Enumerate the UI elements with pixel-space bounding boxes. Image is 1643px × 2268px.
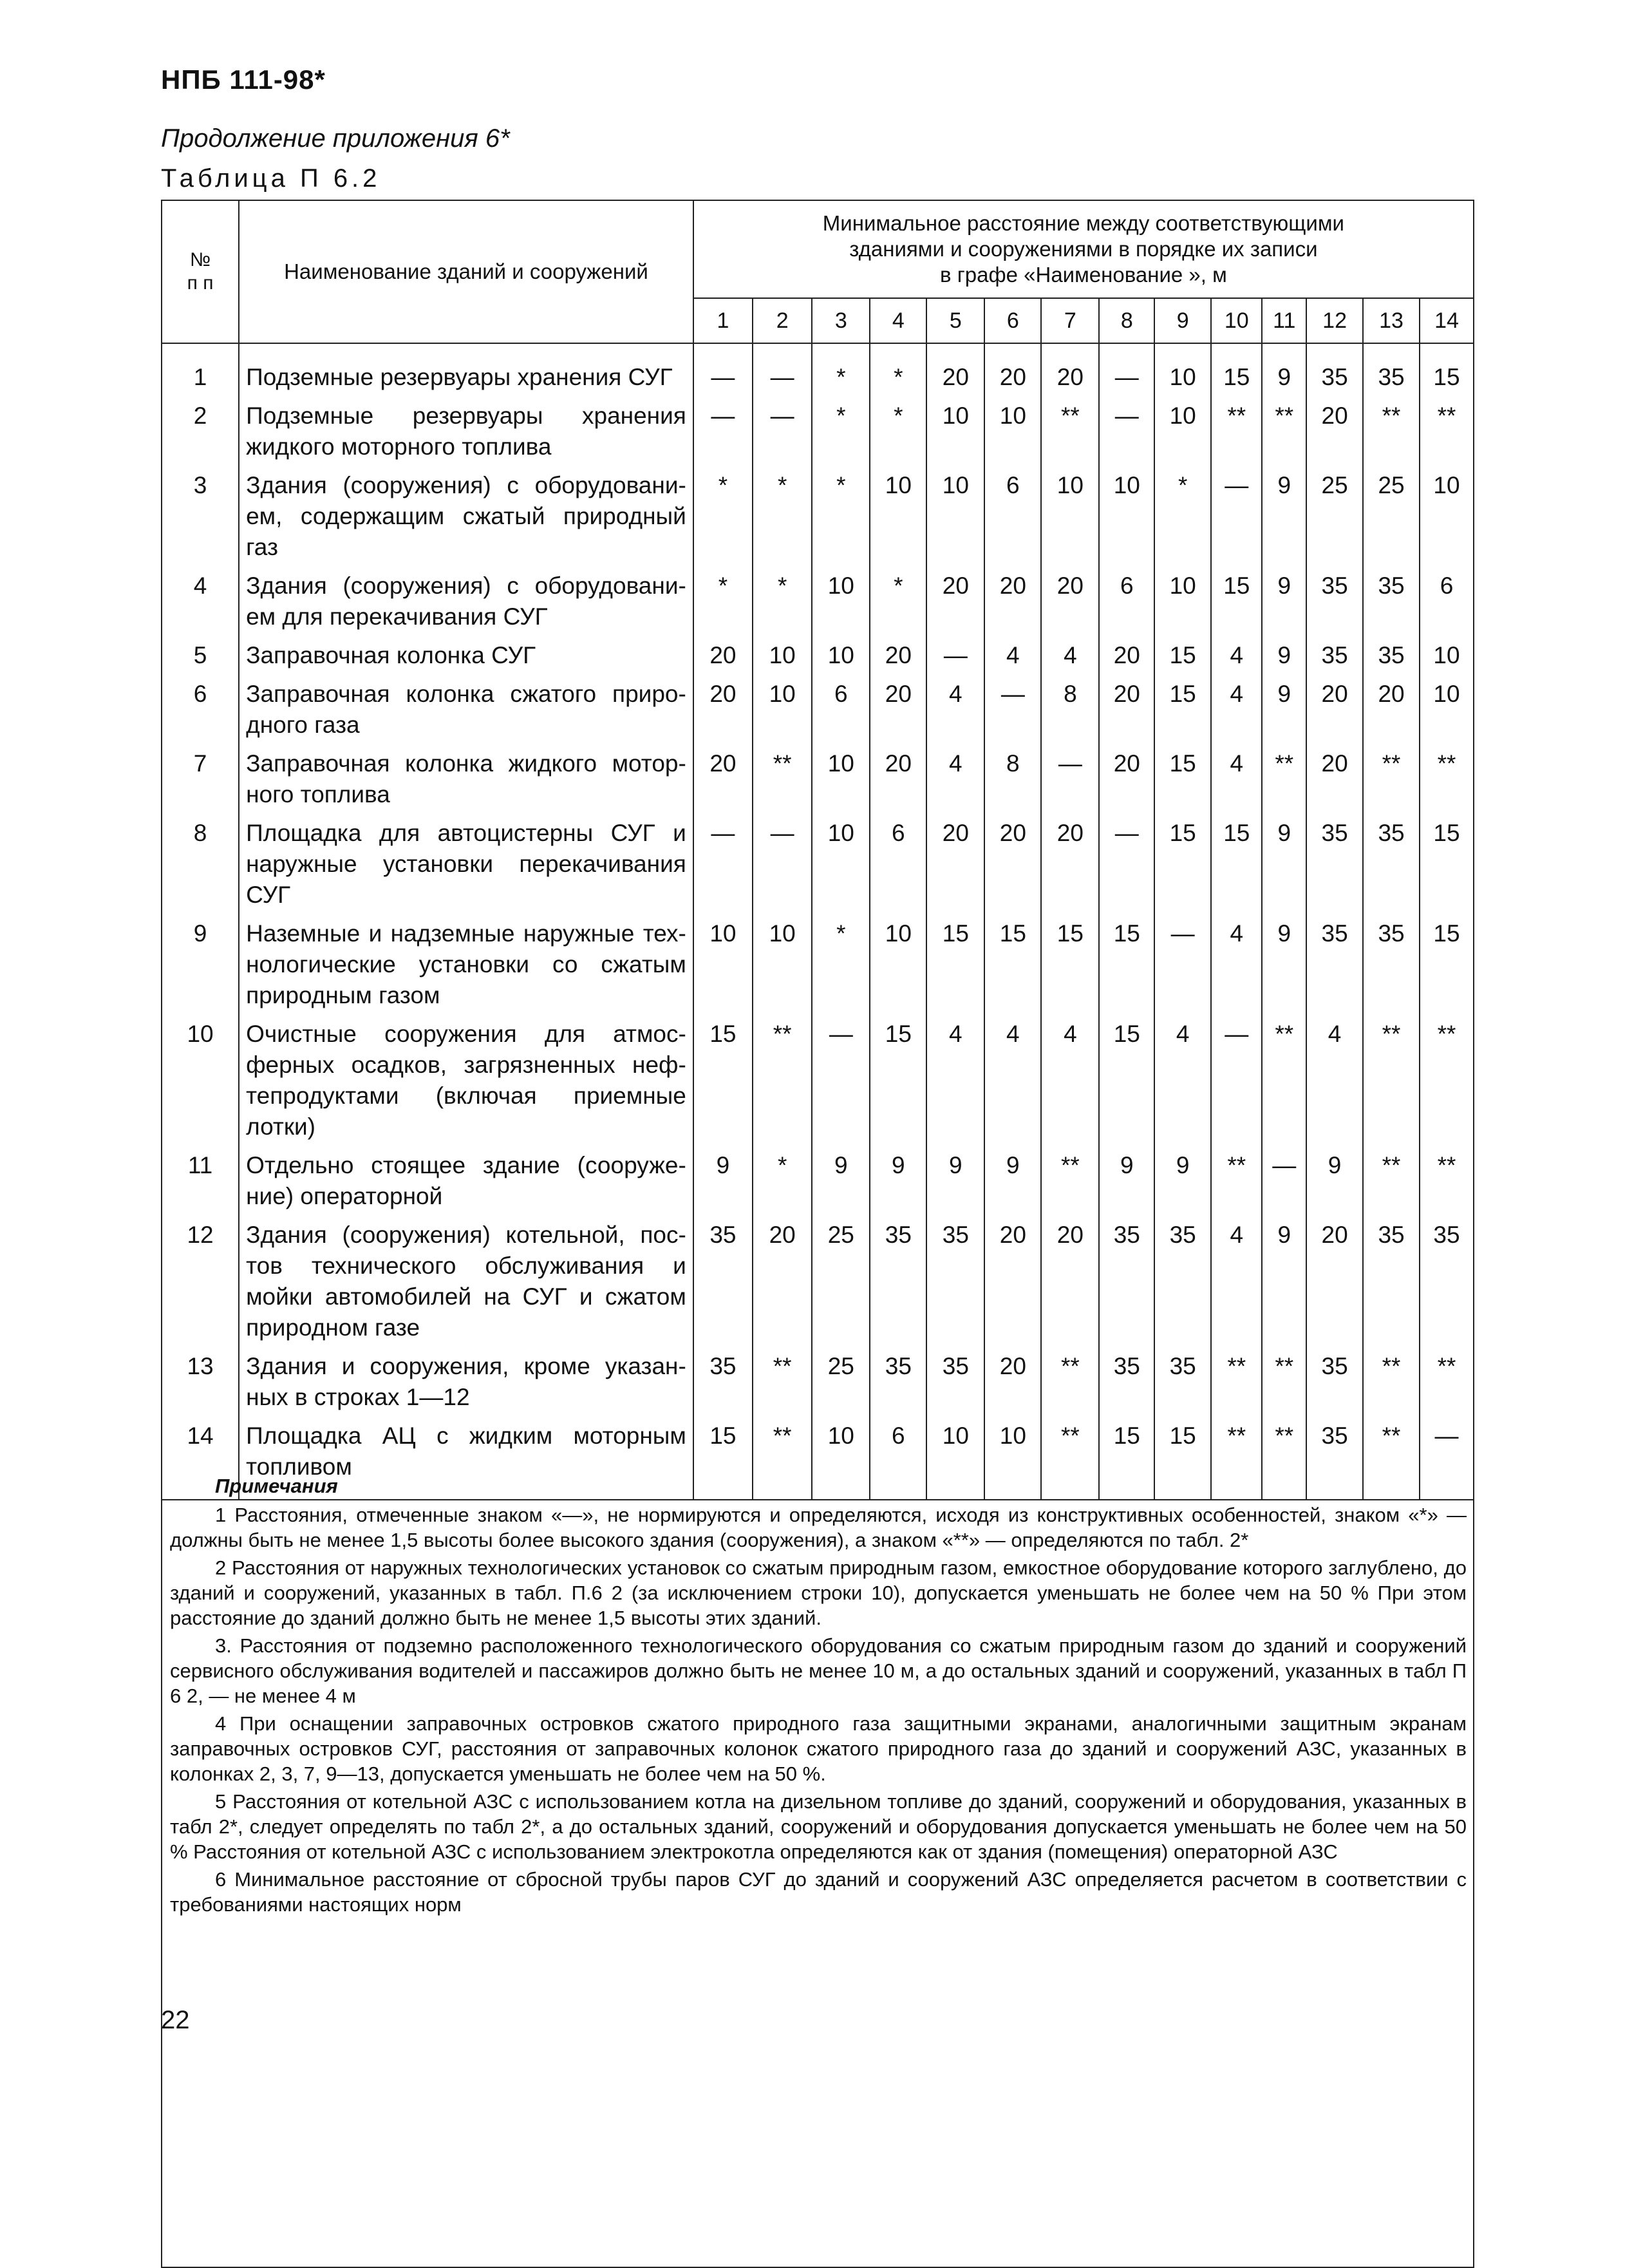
distance-value: 10 bbox=[926, 395, 984, 465]
distance-value: 9 bbox=[693, 1145, 753, 1214]
distance-value: 35 bbox=[1363, 913, 1420, 1014]
col-number-header-line: № bbox=[189, 249, 211, 270]
page-number: 22 bbox=[161, 2006, 190, 2034]
distance-value: 15 bbox=[1099, 1415, 1154, 1500]
distance-value: — bbox=[753, 395, 812, 465]
distance-value: 15 bbox=[693, 1014, 753, 1145]
distance-value: ** bbox=[1420, 1145, 1474, 1214]
note-item: 5 Расстояния от котельной АЗС с использованием котла на дизельном топливе до зданий, сооружений и оборудования, указанных в табл 2*, следует определять по табл 2*, а до остальных зданий, сооружений и оборудования допускается уменьшать не более чем на 50 % Расстояния от котельной АЗС с использованием электрокотла определяются как от здания (помещения) операторной АЗС bbox=[170, 1790, 1467, 1863]
distance-value: 35 bbox=[1099, 1346, 1154, 1415]
distance-value: ** bbox=[1420, 743, 1474, 813]
distance-value: ** bbox=[1420, 1346, 1474, 1415]
distance-value: 20 bbox=[1363, 674, 1420, 743]
distance-value: 25 bbox=[812, 1346, 870, 1415]
distance-value: 10 bbox=[984, 395, 1041, 465]
distance-value: 20 bbox=[926, 813, 984, 913]
distance-value: 25 bbox=[1306, 465, 1363, 565]
distance-value: ** bbox=[1262, 395, 1306, 465]
column-number: 3 bbox=[812, 298, 870, 343]
table-row bbox=[162, 1145, 1474, 1214]
distance-value: ** bbox=[1363, 1014, 1420, 1145]
distance-value: 15 bbox=[1211, 343, 1262, 395]
distance-value: 4 bbox=[1211, 743, 1262, 813]
distance-value: 15 bbox=[1420, 813, 1474, 913]
distance-value: 25 bbox=[1363, 465, 1420, 565]
distance-value: 10 bbox=[1154, 565, 1211, 635]
distance-value: 9 bbox=[1262, 913, 1306, 1014]
distance-header-line: в графе «Наименование », м bbox=[940, 263, 1227, 287]
distance-value: 10 bbox=[870, 465, 926, 565]
distance-value: ** bbox=[753, 1415, 812, 1500]
notes-title: Примечания bbox=[215, 1475, 338, 1497]
distance-value: ** bbox=[1041, 1346, 1099, 1415]
column-number: 6 bbox=[984, 298, 1041, 343]
distance-value: 35 bbox=[1099, 1214, 1154, 1346]
row-name: Здания (сооружения) котельной, пос-тов технического обслуживания и мойки автомобилей на СУГ и сжатом природном газе bbox=[239, 1214, 693, 1346]
distance-value: 20 bbox=[693, 743, 753, 813]
distance-value: 20 bbox=[1306, 674, 1363, 743]
appendix-continuation: Продолжение приложения 6* bbox=[161, 124, 510, 153]
distance-value: 20 bbox=[870, 743, 926, 813]
distance-value: 15 bbox=[984, 913, 1041, 1014]
distance-value: 4 bbox=[1211, 913, 1262, 1014]
distance-value: 10 bbox=[753, 635, 812, 674]
note-item: 1 Расстояния, отмеченные знаком «—», не нормируются и определяются, исходя из конструктивных особенностей, знаком «*» — должны быть не менее 1,5 высоты более высокого здания (сооружения), а знаком «**» — определяются по табл. 2* bbox=[170, 1504, 1467, 1551]
distance-value: 4 bbox=[1041, 1014, 1099, 1145]
distance-value: * bbox=[870, 565, 926, 635]
table-row bbox=[162, 1014, 1474, 1145]
row-name: Здания и сооружения, кроме указан-ных в строках 1—12 bbox=[239, 1346, 693, 1415]
distance-value: — bbox=[1211, 1014, 1262, 1145]
distance-value: 20 bbox=[1099, 635, 1154, 674]
note-item: 6 Минимальное расстояние от сбросной трубы паров СУГ до зданий и сооружений АЗС определяется расчетом в соответствии с требованиями настоящих норм bbox=[170, 1868, 1467, 1916]
distance-value: 6 bbox=[870, 813, 926, 913]
distance-value: 20 bbox=[693, 674, 753, 743]
distance-value: * bbox=[753, 465, 812, 565]
col-number-header-line: п п bbox=[187, 272, 214, 294]
document-code: НПБ 111-98* bbox=[161, 64, 326, 95]
distance-value: 10 bbox=[870, 913, 926, 1014]
distance-value: 35 bbox=[926, 1346, 984, 1415]
distance-value: * bbox=[812, 465, 870, 565]
distance-value: 35 bbox=[1363, 813, 1420, 913]
distance-value: 10 bbox=[812, 1415, 870, 1500]
table-caption: Таблица П 6.2 bbox=[161, 164, 381, 193]
distance-value: 4 bbox=[1211, 1214, 1262, 1346]
distance-value: 9 bbox=[812, 1145, 870, 1214]
distance-value: ** bbox=[1363, 1145, 1420, 1214]
col-number-header bbox=[162, 200, 239, 343]
distance-value: ** bbox=[1262, 1415, 1306, 1500]
distance-value: ** bbox=[1363, 743, 1420, 813]
distance-value: 35 bbox=[1363, 635, 1420, 674]
row-number: 14 bbox=[162, 1415, 239, 1500]
distance-value: 20 bbox=[1041, 813, 1099, 913]
distance-value: 35 bbox=[1154, 1346, 1211, 1415]
table-row bbox=[162, 743, 1474, 813]
distance-value: 6 bbox=[1099, 565, 1154, 635]
distance-value: 35 bbox=[693, 1214, 753, 1346]
distance-value: 6 bbox=[984, 465, 1041, 565]
distance-value: ** bbox=[1041, 1145, 1099, 1214]
distance-value: — bbox=[1211, 465, 1262, 565]
distance-value: 10 bbox=[812, 635, 870, 674]
table-row bbox=[162, 813, 1474, 913]
distance-value: 35 bbox=[1306, 1346, 1363, 1415]
distance-value: — bbox=[926, 635, 984, 674]
distance-value: 20 bbox=[984, 343, 1041, 395]
distance-value: 10 bbox=[693, 913, 753, 1014]
distance-value: * bbox=[693, 465, 753, 565]
distance-value: 15 bbox=[1154, 743, 1211, 813]
distance-header-line: Минимальное расстояние между соответствующими bbox=[822, 211, 1344, 235]
distance-value: 20 bbox=[1306, 743, 1363, 813]
table-row bbox=[162, 913, 1474, 1014]
distance-value: * bbox=[870, 395, 926, 465]
column-number: 10 bbox=[1211, 298, 1262, 343]
distance-value: — bbox=[753, 343, 812, 395]
distance-value: 15 bbox=[870, 1014, 926, 1145]
distance-value: ** bbox=[1041, 1415, 1099, 1500]
distance-value: — bbox=[1154, 913, 1211, 1014]
distance-value: ** bbox=[1262, 743, 1306, 813]
table-row bbox=[162, 395, 1474, 465]
distance-value: 20 bbox=[1041, 343, 1099, 395]
row-name: Подземные резервуары хранения СУГ bbox=[239, 343, 693, 395]
distance-value: 35 bbox=[1363, 565, 1420, 635]
table-header-row bbox=[162, 200, 1474, 298]
distance-value: — bbox=[693, 395, 753, 465]
distance-value: 10 bbox=[753, 674, 812, 743]
table-row bbox=[162, 465, 1474, 565]
distance-value: 6 bbox=[1420, 565, 1474, 635]
distance-value: ** bbox=[1363, 395, 1420, 465]
distance-value: ** bbox=[1420, 395, 1474, 465]
distance-value: 4 bbox=[1306, 1014, 1363, 1145]
distance-value: 15 bbox=[1154, 1415, 1211, 1500]
distance-value: 20 bbox=[984, 813, 1041, 913]
distance-value: 20 bbox=[1041, 1214, 1099, 1346]
distance-value: 9 bbox=[870, 1145, 926, 1214]
distance-value: ** bbox=[753, 743, 812, 813]
distance-value: * bbox=[870, 343, 926, 395]
note-item: 2 Расстояния от наружных технологических установок со сжатым природным газом, емкостное оборудование которого заглублено, до зданий и сооружений, указанных в табл. П.6 2 (за исключением строки 10), допускается уменьшать не более чем на 50 % При этом расстояние до зданий должно быть не менее 1,5 высоты этих зданий. bbox=[170, 1556, 1467, 1629]
distance-value: 20 bbox=[1306, 395, 1363, 465]
distance-value: 15 bbox=[1420, 913, 1474, 1014]
distance-value: — bbox=[812, 1014, 870, 1145]
distance-value: 9 bbox=[984, 1145, 1041, 1214]
column-number: 11 bbox=[1262, 298, 1306, 343]
distance-value: 20 bbox=[693, 635, 753, 674]
distance-value: 35 bbox=[870, 1346, 926, 1415]
distance-value: 9 bbox=[1099, 1145, 1154, 1214]
row-number: 10 bbox=[162, 1014, 239, 1145]
distance-value: 15 bbox=[1420, 343, 1474, 395]
distance-value: 9 bbox=[1262, 813, 1306, 913]
distance-value: — bbox=[1041, 743, 1099, 813]
distance-value: 15 bbox=[1099, 913, 1154, 1014]
distance-value: 35 bbox=[926, 1214, 984, 1346]
distance-value: 10 bbox=[1420, 674, 1474, 743]
row-name: Отдельно стоящее здание (сооруже-ние) операторной bbox=[239, 1145, 693, 1214]
distance-value: 15 bbox=[1041, 913, 1099, 1014]
distance-value: — bbox=[1099, 813, 1154, 913]
table-body bbox=[162, 343, 1474, 1500]
distance-value: 6 bbox=[812, 674, 870, 743]
table-row bbox=[162, 343, 1474, 395]
distance-value: 9 bbox=[1262, 1214, 1306, 1346]
distance-value: 4 bbox=[1154, 1014, 1211, 1145]
distance-value: 10 bbox=[926, 465, 984, 565]
column-number: 14 bbox=[1420, 298, 1474, 343]
row-name: Очистные сооружения для атмос-ферных осадков, загрязненных неф-тепродуктами (включая приемные лотки) bbox=[239, 1014, 693, 1145]
row-number: 4 bbox=[162, 565, 239, 635]
distance-value: 10 bbox=[753, 913, 812, 1014]
table-row bbox=[162, 1214, 1474, 1346]
distance-value: 10 bbox=[812, 743, 870, 813]
distance-value: 10 bbox=[1154, 343, 1211, 395]
distance-value: 10 bbox=[1420, 465, 1474, 565]
row-name: Площадка для автоцистерны СУГ и наружные установки перекачивания СУГ bbox=[239, 813, 693, 913]
column-number: 4 bbox=[870, 298, 926, 343]
distance-value: 35 bbox=[1363, 1214, 1420, 1346]
row-name: Заправочная колонка жидкого мотор-ного топлива bbox=[239, 743, 693, 813]
row-number: 8 bbox=[162, 813, 239, 913]
column-number: 12 bbox=[1306, 298, 1363, 343]
distance-value: 35 bbox=[1306, 565, 1363, 635]
row-number: 12 bbox=[162, 1214, 239, 1346]
distance-value: 10 bbox=[984, 1415, 1041, 1500]
distance-value: 10 bbox=[1099, 465, 1154, 565]
distance-value: ** bbox=[753, 1014, 812, 1145]
distance-value: 20 bbox=[926, 565, 984, 635]
distance-value: 20 bbox=[870, 674, 926, 743]
distance-value: ** bbox=[1420, 1014, 1474, 1145]
distance-value: 35 bbox=[693, 1346, 753, 1415]
row-number: 9 bbox=[162, 913, 239, 1014]
distance-value: 15 bbox=[1211, 565, 1262, 635]
distance-value: * bbox=[1154, 465, 1211, 565]
distance-value: 10 bbox=[1041, 465, 1099, 565]
distance-value: 9 bbox=[1262, 635, 1306, 674]
distance-value: ** bbox=[1041, 395, 1099, 465]
distance-value: 10 bbox=[1420, 635, 1474, 674]
distance-value: 35 bbox=[1306, 813, 1363, 913]
distance-value: 15 bbox=[1211, 813, 1262, 913]
row-number: 7 bbox=[162, 743, 239, 813]
distance-value: 8 bbox=[1041, 674, 1099, 743]
distance-value: 20 bbox=[984, 565, 1041, 635]
row-name: Наземные и надземные наружные тех-нологические установки со сжатым природным газом bbox=[239, 913, 693, 1014]
distance-value: 9 bbox=[1306, 1145, 1363, 1214]
distance-value: 10 bbox=[1154, 395, 1211, 465]
distance-value: 4 bbox=[1041, 635, 1099, 674]
row-name: Здания (сооружения) с оборудовани-ем, содержащим сжатый природный газ bbox=[239, 465, 693, 565]
distance-value: * bbox=[693, 565, 753, 635]
distance-value: 35 bbox=[1306, 635, 1363, 674]
column-number: 1 bbox=[693, 298, 753, 343]
distance-value: 15 bbox=[1154, 813, 1211, 913]
distance-value: 6 bbox=[870, 1415, 926, 1500]
distance-value: 4 bbox=[984, 1014, 1041, 1145]
distance-value: 20 bbox=[1041, 565, 1099, 635]
table-row bbox=[162, 635, 1474, 674]
distance-table bbox=[161, 200, 1474, 1500]
distance-value: 9 bbox=[1262, 343, 1306, 395]
row-number: 13 bbox=[162, 1346, 239, 1415]
column-number: 7 bbox=[1041, 298, 1099, 343]
col-name-header: Наименование зданий и сооружений bbox=[239, 200, 693, 343]
distance-value: 35 bbox=[1363, 343, 1420, 395]
distance-value: 20 bbox=[753, 1214, 812, 1346]
distance-value: 35 bbox=[870, 1214, 926, 1346]
distance-value: * bbox=[753, 1145, 812, 1214]
row-number: 3 bbox=[162, 465, 239, 565]
table-row bbox=[162, 1346, 1474, 1415]
distance-value: 4 bbox=[1211, 635, 1262, 674]
distance-value: — bbox=[693, 813, 753, 913]
distance-value: 35 bbox=[1306, 913, 1363, 1014]
column-number: 9 bbox=[1154, 298, 1211, 343]
distance-value: 4 bbox=[926, 674, 984, 743]
distance-value: 20 bbox=[1306, 1214, 1363, 1346]
distance-value: * bbox=[812, 343, 870, 395]
distance-value: 20 bbox=[926, 343, 984, 395]
distance-value: 10 bbox=[812, 565, 870, 635]
distance-value: ** bbox=[1211, 395, 1262, 465]
distance-value: ** bbox=[753, 1346, 812, 1415]
notes-box bbox=[161, 1462, 1474, 2268]
row-name: Заправочная колонка сжатого приро-дного газа bbox=[239, 674, 693, 743]
distance-value: 20 bbox=[1099, 743, 1154, 813]
row-number: 1 bbox=[162, 343, 239, 395]
distance-value: * bbox=[812, 913, 870, 1014]
distance-value: 35 bbox=[1154, 1214, 1211, 1346]
distance-value: 20 bbox=[1099, 674, 1154, 743]
row-number: 11 bbox=[162, 1145, 239, 1214]
distance-value: 15 bbox=[926, 913, 984, 1014]
table-row bbox=[162, 565, 1474, 635]
row-name: Здания (сооружения) с оборудовани-ем для перекачивания СУГ bbox=[239, 565, 693, 635]
distance-value: 9 bbox=[1262, 465, 1306, 565]
distance-value: — bbox=[1099, 343, 1154, 395]
distance-value: ** bbox=[1211, 1415, 1262, 1500]
distance-value: 4 bbox=[984, 635, 1041, 674]
distance-value: * bbox=[812, 395, 870, 465]
distance-value: — bbox=[753, 813, 812, 913]
distance-value: 15 bbox=[1154, 674, 1211, 743]
distance-header bbox=[693, 200, 1474, 298]
distance-value: ** bbox=[1363, 1346, 1420, 1415]
distance-value: 9 bbox=[926, 1145, 984, 1214]
row-name: Заправочная колонка СУГ bbox=[239, 635, 693, 674]
notes-list bbox=[170, 1502, 1467, 1917]
distance-value: 4 bbox=[926, 743, 984, 813]
distance-value: 20 bbox=[984, 1214, 1041, 1346]
table-row bbox=[162, 674, 1474, 743]
distance-value: 35 bbox=[1306, 343, 1363, 395]
column-number: 5 bbox=[926, 298, 984, 343]
distance-value: 9 bbox=[1154, 1145, 1211, 1214]
distance-value: 10 bbox=[812, 813, 870, 913]
distance-value: — bbox=[1262, 1145, 1306, 1214]
distance-value: 35 bbox=[1306, 1415, 1363, 1500]
distance-value: ** bbox=[1262, 1014, 1306, 1145]
column-number: 8 bbox=[1099, 298, 1154, 343]
distance-value: ** bbox=[1363, 1415, 1420, 1500]
row-name: Площадка АЦ с жидким моторным топливом bbox=[239, 1415, 693, 1500]
distance-value: — bbox=[984, 674, 1041, 743]
distance-value: 9 bbox=[1262, 565, 1306, 635]
distance-value: 20 bbox=[870, 635, 926, 674]
distance-value: 9 bbox=[1262, 674, 1306, 743]
distance-value: * bbox=[753, 565, 812, 635]
row-number: 6 bbox=[162, 674, 239, 743]
distance-value: 4 bbox=[926, 1014, 984, 1145]
note-item: 3. Расстояния от подземно расположенного технологического оборудования со сжатым природным газом до зданий и сооружений сервисного обслуживания водителей и пассажиров должно быть не менее 10 м, а до остальных зданий и сооружений, указанных в табл П 6 2, — не менее 4 м bbox=[170, 1634, 1467, 1707]
column-number: 2 bbox=[753, 298, 812, 343]
distance-value: ** bbox=[1211, 1346, 1262, 1415]
distance-value: 4 bbox=[1211, 674, 1262, 743]
note-item: 4 При оснащении заправочных островков сжатого природного газа защитными экранами, аналогичными защитным экранам заправочных островков СУГ, расстояния от заправочных колонок сжатого природного газа до зданий и сооружений АЗС, указанных в колонках 2, 3, 7, 9—13, допускается уменьшать не более чем на 50 %. bbox=[170, 1712, 1467, 1785]
distance-value: ** bbox=[1211, 1145, 1262, 1214]
distance-value: 15 bbox=[1154, 635, 1211, 674]
distance-value: 20 bbox=[984, 1346, 1041, 1415]
distance-value: 35 bbox=[1420, 1214, 1474, 1346]
distance-value: — bbox=[693, 343, 753, 395]
distance-value: 25 bbox=[812, 1214, 870, 1346]
distance-value: — bbox=[1420, 1415, 1474, 1500]
distance-header-line: зданиями и сооружениями в порядке их записи bbox=[849, 237, 1318, 261]
row-number: 5 bbox=[162, 635, 239, 674]
distance-value: 15 bbox=[1099, 1014, 1154, 1145]
distance-value: 15 bbox=[693, 1415, 753, 1500]
distance-value: ** bbox=[1262, 1346, 1306, 1415]
column-number: 13 bbox=[1363, 298, 1420, 343]
distance-value: 8 bbox=[984, 743, 1041, 813]
distance-value: 10 bbox=[926, 1415, 984, 1500]
row-name: Подземные резервуары хранения жидкого моторного топлива bbox=[239, 395, 693, 465]
row-number: 2 bbox=[162, 395, 239, 465]
distance-value: — bbox=[1099, 395, 1154, 465]
